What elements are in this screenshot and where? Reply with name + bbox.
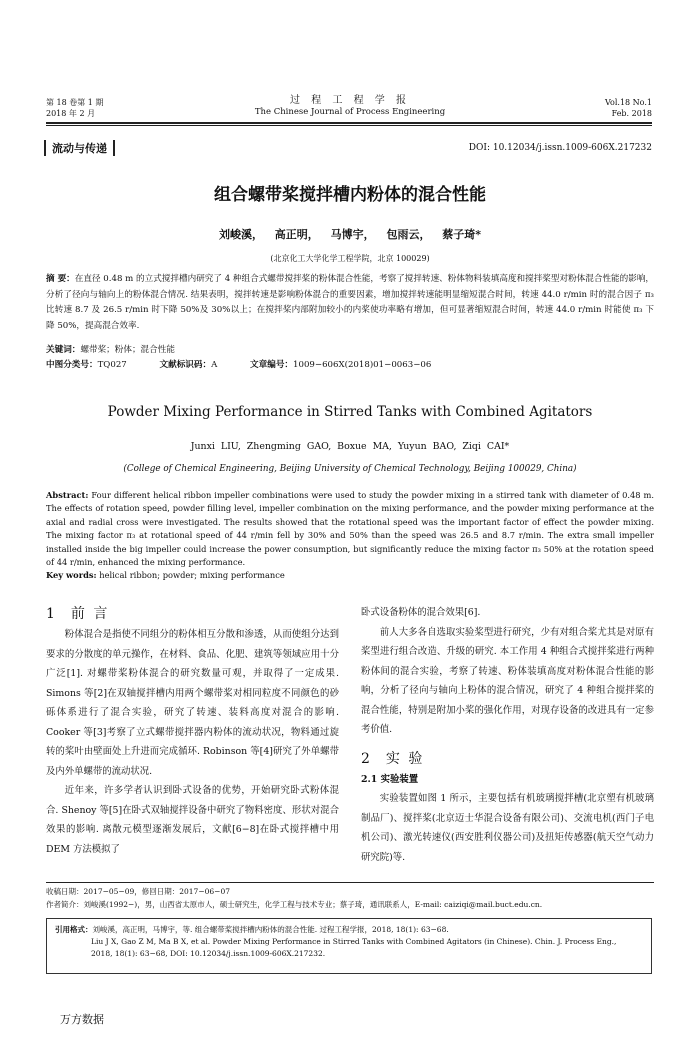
- citation-en-line2: 2018, 18(1): 63−68, DOI: 10.12034/j.issn.1009-606X.217232.: [91, 949, 326, 958]
- header-volume-en: Vol.18 No.1: [605, 98, 652, 107]
- section-1-heading: [46, 603, 339, 625]
- citation-en-line1: Liu J X, Gao Z M, Ma B X, et al. Powder Mixing Performance in Stirred Tanks with Combined Agitators (in Chinese). Chin. J. Process Eng.,: [91, 937, 617, 946]
- body-right-column: [361, 603, 654, 867]
- authors-en: Junxi LIU, Zhengming GAO, Boxue MA, Yuyun BAO, Ziqi CAI*: [190, 441, 510, 452]
- citation-box: [46, 918, 652, 974]
- citation-cn: 刘峻溪，高正明，马博宇，等. 组合螺带桨搅拌槽内粉体的混合性能. 过程工程学报，2018, 18(1): 63−68.: [92, 925, 449, 934]
- footnote-rule: [46, 882, 654, 883]
- abstract-cn-text: 在直径 0.48 m 的立式搅拌槽内研究了 4 种组合式螺带搅拌桨的粉体混合性能，考察了搅拌转速、粉体物料装填高度和搅拌桨型对粉体混合性能的影响，分析了径向与轴向上的粉体混合情况. 结果表明，搅拌转速是影响粉体混合的重要因素，增加搅拌转速能明显缩短混合时间，转速 44.0 r/min 时的混合因子 π₃ 比转速 8.7 及 26.5 r/min 时下降 50%及 30%以上；在搅拌桨内部附加较小的内桨使功率略有增加，但可显著缩短混合时间，转速 44.0 r/min 时能使 π₃ 下降 50%，提高混合效率.: [46, 274, 655, 331]
- header-date: 2018 年 2 月: [46, 109, 96, 118]
- doi: DOI: 10.12034/j.issn.1009-606X.217232: [468, 143, 652, 153]
- abstract-en: [46, 489, 654, 583]
- section-tag: 流动与传递: [44, 140, 115, 156]
- section-2-title: 实 验: [385, 750, 425, 767]
- section-1-title: 前 言: [70, 606, 110, 622]
- clc-label: 中图分类号：: [46, 360, 98, 370]
- header-rule-thick: [46, 122, 652, 124]
- keywords-cn: [46, 344, 654, 357]
- doc-code-value: A: [211, 360, 218, 370]
- header-rule-thin: [46, 125, 652, 126]
- citation-label: 引用格式：: [55, 925, 93, 934]
- article-no-label: 文章编号：: [250, 360, 294, 370]
- footnote-author-info: 作者简介：刘峻溪(1992−)，男，山西省太原市人，硕士研究生，化学工程与技术专业；蔡子琦，通讯联系人，E-mail: caiziqi@mail.buct.edu.cn.: [46, 900, 543, 909]
- header-right: [605, 97, 652, 119]
- subsection-2-1-heading: 2.1 实验装置: [361, 773, 419, 785]
- paragraph: 卧式设备粉体的混合效果[6].: [361, 607, 481, 618]
- section-2-number: 2: [361, 750, 372, 767]
- keywords-en-text: helical ribbon; powder; mixing performance: [99, 570, 285, 581]
- header-date-en: Feb. 2018: [611, 109, 652, 118]
- keywords-en-label: Key words:: [46, 570, 97, 581]
- keywords-cn-text: 螺带桨；粉体；混合性能: [80, 345, 175, 355]
- affiliation-cn: (北京化工大学化学工程学院，北京 100029): [270, 254, 430, 263]
- paragraph: 粉体混合是指使不同组分的粉体相互分散和渗透，从而使组分达到要求的分散度的单元操作，在材料、食品、化肥、建筑等领域应用十分广泛[1]. 对螺带桨粉体混合的研究数量可观，并取得了一定成果. Simons 等[2]在双轴搅拌槽内用两个螺带桨对相同粒度不同颜色的砂砾体系进行了混合实验，研究了转速、装料高度对混合的影响. Cooker 等[3]考察了立式螺带搅拌器内粉体的流动状况，物料通过旋转的桨叶由壁面处上升进而完成循环. Robinson 等[4]研究了外单螺带及内外单螺带的流动状况.: [46, 629, 339, 777]
- abstract-en-text: Four different helical ribbon impeller combinations were used to study the powder mixing in a stirred tank with diameter of 0.48 m. The effects of rotation speed, powder filling level, impeller combination on the mixing performance, and the powder mixing performance at the axial and radial cross were investigated. The results showed that the rotational speed was the important factor of effect the powder mixing. The mixing factor π₃ at rotational speed of 44 r/min fell by 30% and 50% than the speed was 26.5 and 8.7 r/min. The extra small impeller installed inside the big impeller could increase the power consumption, but significantly reduce the mixing factor π₃ 50% at the rotation speed of 44 r/min, enhanced the mixing performance.: [46, 490, 654, 568]
- classification-line: [46, 359, 654, 372]
- abstract-cn-label: 摘 要：: [46, 274, 75, 284]
- header-center: [0, 95, 700, 118]
- paragraph: 前人大多各自选取实验桨型进行研究，少有对组合桨尤其是对原有桨型进行组合改造、升级的研究. 本工作用 4 种组合式搅拌桨进行两种粉体间的混合实验，考察了转速、粉体装填高度对粉体混合性能的影响，分析了径向与轴向上粉体的混合情况，研究了 4 种组合搅拌桨的混合性能，特别是附加小桨的强化作用，对现存设备的改进具有一定参考价值.: [361, 626, 654, 735]
- header-volume: 第 18 卷第 1 期: [46, 98, 104, 107]
- footnote-received: 收稿日期：2017−05−09，修回日期：2017−06−07: [46, 887, 230, 896]
- title-en: Powder Mixing Performance in Stirred Tanks with Combined Agitators: [107, 404, 593, 420]
- section-2-heading: [361, 748, 654, 770]
- affiliation-en: (College of Chemical Engineering, Beijing University of Chemical Technology, Beijing 100029, China): [123, 464, 577, 474]
- keywords-cn-label: 关键词：: [46, 345, 81, 355]
- watermark: 万方数据: [60, 1013, 104, 1026]
- clc-value: TQ027: [97, 360, 127, 370]
- authors-cn: 刘峻溪， 高正明， 马博宇， 包雨云， 蔡子琦*: [218, 228, 482, 241]
- journal-name-en: The Chinese Journal of Process Engineering: [254, 107, 446, 117]
- journal-name-cn: 过 程 工 程 学 报: [290, 95, 410, 106]
- article-no-value: 1009−606X(2018)01−0063−06: [293, 360, 432, 370]
- title-cn: 组合螺带桨搅拌槽内粉体的混合性能: [214, 185, 486, 205]
- section-1-number: 1: [46, 606, 57, 622]
- abstract-en-label: Abstract:: [46, 490, 89, 500]
- body-left-column: [46, 603, 339, 859]
- abstract-cn: [46, 272, 654, 334]
- paragraph: 实验装置如图 1 所示，主要包括有机玻璃搅拌槽(北京塑有机玻璃制品厂)、搅拌桨(北京迈士华混合设备有限公司)、交流电机(西门子电机公司)、激光转速仪(西安胜利仪器公司)及扭矩传感器(航天空气动力研究院)等.: [361, 793, 654, 863]
- paragraph: 近年来，许多学者认识到卧式设备的优势，开始研究卧式粉体混合. Shenoy 等[5]在卧式双轴搅拌设备中研究了物料密度、形状对混合效果的影响. 离散元模型逐渐发展后，文献[6−8]在卧式搅拌槽中用 DEM 方法模拟了: [46, 785, 339, 855]
- doc-code-label: 文献标识码：: [159, 360, 212, 370]
